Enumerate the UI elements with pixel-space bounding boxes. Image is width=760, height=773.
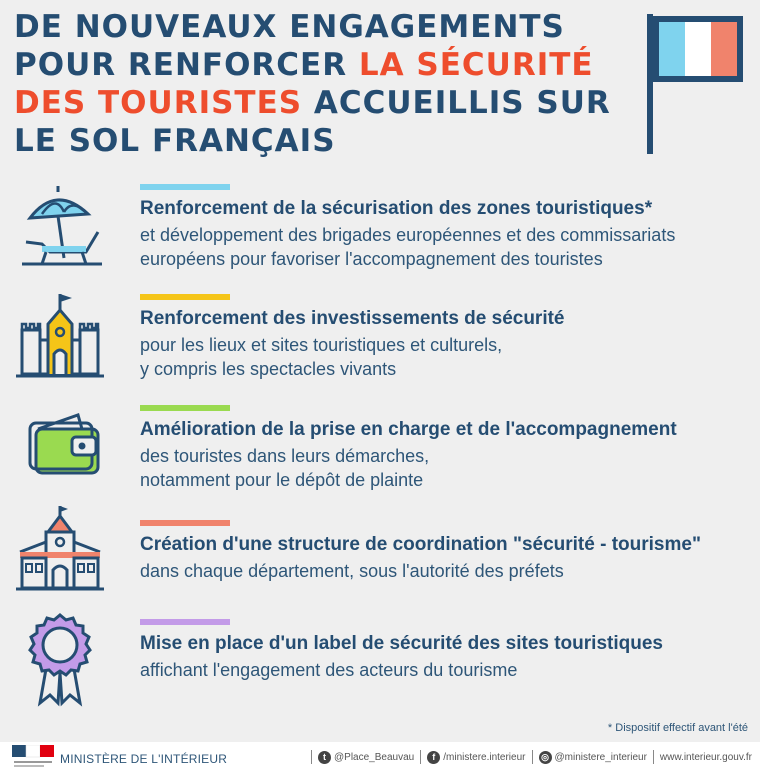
beach-umbrella-icon (12, 180, 108, 276)
facebook-link[interactable]: f /ministere.interieur (427, 751, 525, 764)
instagram-icon: ◎ (539, 751, 552, 764)
commitment-item-2 (0, 294, 760, 394)
accent-bar-purple (140, 619, 230, 625)
separator (311, 750, 312, 764)
commitment-item-5 (0, 619, 760, 719)
commitment-item-3 (0, 405, 760, 505)
facebook-icon: f (427, 751, 440, 764)
award-ribbon-icon (12, 611, 108, 707)
item-text: et développement des brigades européennes et des commissariats européens pour favoriser l'accompagnement des touristes (140, 225, 676, 269)
title-highlight: LA SÉCURITÉ DES TOURISTES (14, 47, 594, 121)
item-heading: Renforcement des investissements de sécurité (140, 308, 565, 329)
accent-bar-green (140, 405, 230, 411)
title-part2: ACCUEILLIS SUR LE SOL FRANÇAIS (14, 85, 611, 159)
separator (532, 750, 533, 764)
footer (0, 742, 760, 773)
commitment-item-4 (0, 520, 760, 620)
instagram-link[interactable]: ◎ @ministere_interieur (539, 751, 647, 764)
castle-icon (12, 290, 108, 386)
title-part1: DE NOUVEAUX ENGAGEMENTS POUR RENFORCER (14, 9, 565, 83)
item-heading: Amélioration de la prise en charge et de l'accompagnement (140, 419, 677, 440)
separator (420, 750, 421, 764)
separator (653, 750, 654, 764)
accent-bar-blue (140, 184, 230, 190)
twitter-link[interactable]: t @Place_Beauvau (318, 751, 414, 764)
town-hall-icon (12, 502, 108, 598)
item-text: des touristes dans leurs démarches, notamment pour le dépôt de plainte (140, 446, 430, 490)
accent-bar-salmon (140, 520, 230, 526)
item-text: pour les lieux et sites touristiques et culturels, y compris les spectacles vivants (140, 335, 503, 379)
french-flag-icon (645, 14, 745, 154)
page-title (14, 8, 614, 160)
item-text: affichant l'engagement des acteurs du tourisme (140, 660, 518, 680)
accent-bar-yellow (140, 294, 230, 300)
item-heading: Mise en place d'un label de sécurité des sites touristiques (140, 633, 663, 654)
item-text: dans chaque département, sous l'autorité des préfets (140, 561, 564, 581)
footnote: * Dispositif effectif avant l'été (607, 722, 748, 734)
item-heading: Création d'une structure de coordination "sécurité - tourisme" (140, 534, 701, 555)
social-links (311, 750, 752, 764)
ministry-name: MINISTÈRE DE L'INTÉRIEUR (60, 752, 228, 766)
twitter-icon: t (318, 751, 331, 764)
item-heading: Renforcement de la sécurisation des zones touristiques* (140, 198, 653, 219)
wallet-icon (12, 401, 108, 497)
commitment-item-1 (0, 184, 760, 284)
marianne-logo-icon (12, 745, 54, 771)
website-link[interactable]: www.interieur.gouv.fr (659, 751, 752, 763)
